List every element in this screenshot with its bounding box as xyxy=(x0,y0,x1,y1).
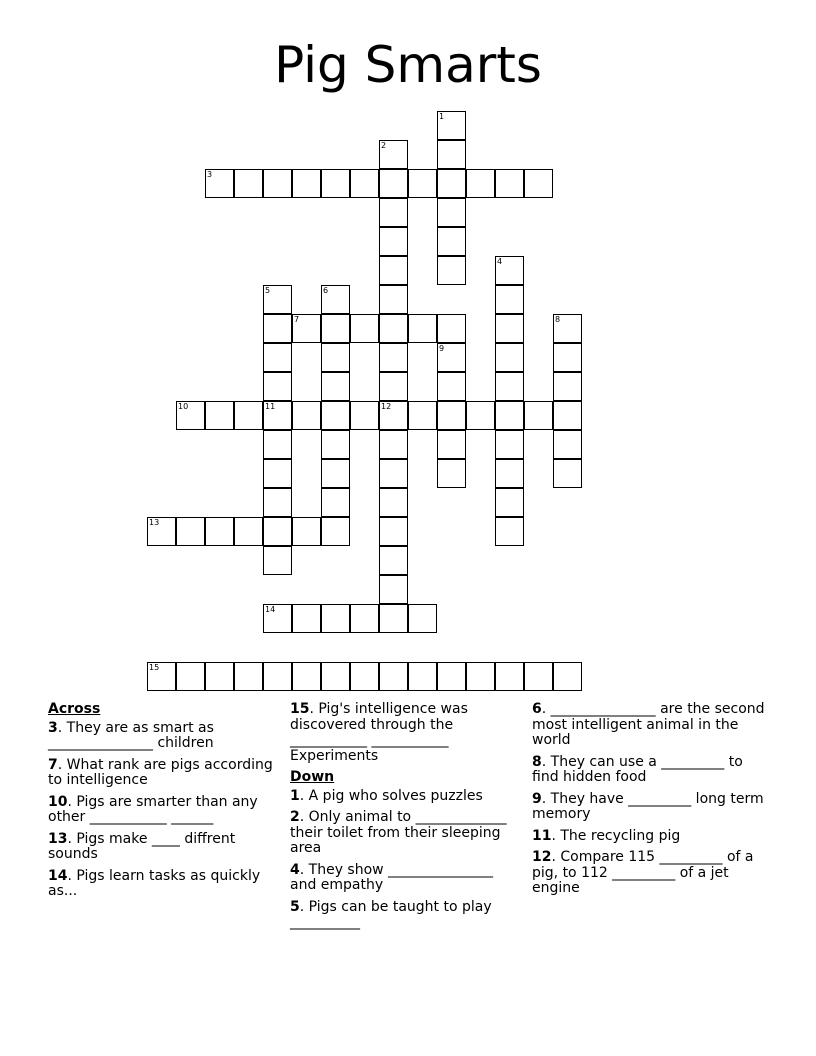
clue-number: 10 xyxy=(48,793,68,810)
grid-cell[interactable] xyxy=(321,517,350,546)
clue-text: . Pigs learn tasks as quickly as... xyxy=(48,867,261,899)
grid-cell[interactable] xyxy=(495,459,524,488)
clue-number: 3 xyxy=(48,719,58,736)
grid-cell[interactable] xyxy=(379,430,408,459)
clue-number: 1 xyxy=(290,787,300,804)
clue-number: 15 xyxy=(290,701,310,717)
cell-number: 6 xyxy=(323,286,329,295)
grid-cell[interactable] xyxy=(437,430,466,459)
clue-7 xyxy=(48,758,278,789)
across-clue-list-continued xyxy=(290,702,522,764)
grid-cell[interactable] xyxy=(379,575,408,604)
grid-cell[interactable] xyxy=(234,169,263,198)
down-heading: Down xyxy=(290,769,335,785)
clue-number: 2 xyxy=(290,809,300,825)
grid-cell[interactable] xyxy=(437,314,466,343)
clue-number: 14 xyxy=(48,867,68,884)
grid-cell[interactable] xyxy=(321,285,350,314)
grid-cell[interactable] xyxy=(524,662,553,691)
clue-text: . A pig who solves puzzles xyxy=(299,787,483,804)
cell-number: 1 xyxy=(439,112,445,121)
grid-cell[interactable] xyxy=(321,459,350,488)
down-clue-list-continued xyxy=(532,702,767,897)
grid-cell[interactable] xyxy=(321,343,350,372)
grid-cell[interactable] xyxy=(205,662,234,691)
grid-cell[interactable] xyxy=(553,314,582,343)
grid-cell[interactable] xyxy=(234,517,263,546)
grid-cell[interactable] xyxy=(437,343,466,372)
grid-cell[interactable] xyxy=(321,604,350,633)
grid-cell[interactable] xyxy=(437,169,466,198)
grid-cell[interactable] xyxy=(379,343,408,372)
cell-number: 3 xyxy=(207,170,213,179)
clue-text: . Only animal to _____________ their toilet from their sleeping area xyxy=(290,809,507,856)
clue-text: . They can use a _________ to find hidden food xyxy=(532,753,743,785)
cell-number: 11 xyxy=(265,402,276,411)
grid-cell[interactable] xyxy=(379,314,408,343)
clue-text: . Pigs make ____ diffrent sounds xyxy=(48,830,236,862)
clue-text: . Pig's intelligence was discovered through the ___________ ___________ Experiments xyxy=(290,701,468,764)
grid-cell[interactable] xyxy=(263,517,292,546)
grid-cell[interactable] xyxy=(176,662,205,691)
grid-cell[interactable] xyxy=(437,227,466,256)
grid-cell[interactable] xyxy=(263,314,292,343)
clue-1 xyxy=(290,789,522,805)
grid-cell[interactable] xyxy=(437,198,466,227)
across-clue-list xyxy=(48,721,278,900)
clue-number: 5 xyxy=(290,898,300,915)
grid-cell[interactable] xyxy=(263,430,292,459)
grid-cell[interactable] xyxy=(263,604,292,633)
grid-cell[interactable] xyxy=(553,662,582,691)
clue-11 xyxy=(532,829,767,845)
grid-cell[interactable] xyxy=(176,401,205,430)
grid-cell[interactable] xyxy=(495,285,524,314)
clue-number: 9 xyxy=(532,790,542,807)
grid-cell[interactable] xyxy=(437,140,466,169)
grid-cell[interactable] xyxy=(263,546,292,575)
grid-cell[interactable] xyxy=(437,111,466,140)
clue-4 xyxy=(290,863,522,894)
grid-cell[interactable] xyxy=(292,604,321,633)
grid-cell[interactable] xyxy=(234,401,263,430)
grid-cell[interactable] xyxy=(321,169,350,198)
clue-column-3 xyxy=(532,702,767,903)
grid-cell[interactable] xyxy=(205,401,234,430)
cell-number: 9 xyxy=(439,344,445,353)
clue-text: . Compare 115 _________ of a pig, to 112 _________ of a jet engine xyxy=(532,849,754,896)
grid-cell[interactable] xyxy=(350,401,379,430)
clue-number: 6 xyxy=(532,701,542,717)
clue-text: . Pigs can be taught to play __________ xyxy=(290,898,492,930)
puzzle-title: Pig Smarts xyxy=(274,36,542,94)
clue-number: 4 xyxy=(290,861,300,878)
grid-cell[interactable] xyxy=(437,459,466,488)
grid-cell[interactable] xyxy=(263,343,292,372)
clue-6 xyxy=(532,702,767,749)
grid-cell[interactable] xyxy=(147,517,176,546)
grid-cell[interactable] xyxy=(379,169,408,198)
grid-cell[interactable] xyxy=(495,343,524,372)
cell-number: 2 xyxy=(381,141,387,150)
grid-cell[interactable] xyxy=(379,198,408,227)
grid-cell[interactable] xyxy=(205,517,234,546)
grid-cell[interactable] xyxy=(263,401,292,430)
grid-cell[interactable] xyxy=(553,401,582,430)
grid-cell[interactable] xyxy=(379,546,408,575)
grid-cell[interactable] xyxy=(437,401,466,430)
clue-column-1 xyxy=(48,702,278,906)
clue-column-2 xyxy=(290,702,522,937)
grid-cell[interactable] xyxy=(379,604,408,633)
grid-cell[interactable] xyxy=(350,604,379,633)
grid-cell[interactable] xyxy=(379,227,408,256)
grid-cell[interactable] xyxy=(292,662,321,691)
grid-cell[interactable] xyxy=(466,169,495,198)
grid-cell[interactable] xyxy=(553,343,582,372)
grid-cell[interactable] xyxy=(495,169,524,198)
clue-number: 13 xyxy=(48,830,68,847)
grid-cell[interactable] xyxy=(379,256,408,285)
grid-cell[interactable] xyxy=(466,662,495,691)
grid-cell[interactable] xyxy=(321,372,350,401)
clue-text: . _______________ are the second most intelligent animal in the world xyxy=(532,701,765,748)
grid-cell[interactable] xyxy=(321,662,350,691)
clue-3 xyxy=(48,721,278,752)
down-clue-list xyxy=(290,789,522,931)
grid-cell[interactable] xyxy=(495,256,524,285)
grid-cell[interactable] xyxy=(553,459,582,488)
grid-cell[interactable] xyxy=(379,140,408,169)
across-heading: Across xyxy=(48,701,101,717)
grid-cell[interactable] xyxy=(263,488,292,517)
clue-8 xyxy=(532,755,767,786)
grid-cell[interactable] xyxy=(176,517,205,546)
grid-cell[interactable] xyxy=(466,401,495,430)
grid-cell[interactable] xyxy=(437,256,466,285)
grid-cell[interactable] xyxy=(495,488,524,517)
grid-cell[interactable] xyxy=(350,662,379,691)
grid-cell[interactable] xyxy=(263,285,292,314)
grid-cell[interactable] xyxy=(350,314,379,343)
grid-cell[interactable] xyxy=(495,662,524,691)
cell-number: 13 xyxy=(149,518,160,527)
grid-cell[interactable] xyxy=(263,662,292,691)
grid-cell[interactable] xyxy=(553,372,582,401)
grid-cell[interactable] xyxy=(379,459,408,488)
grid-cell[interactable] xyxy=(379,372,408,401)
grid-cell[interactable] xyxy=(234,662,263,691)
cell-number: 12 xyxy=(381,402,392,411)
grid-cell[interactable] xyxy=(321,401,350,430)
grid-cell[interactable] xyxy=(292,401,321,430)
grid-cell[interactable] xyxy=(379,401,408,430)
cell-number: 10 xyxy=(178,402,189,411)
grid-cell[interactable] xyxy=(437,662,466,691)
clue-text: . What rank are pigs according to intelligence xyxy=(48,756,273,788)
grid-cell[interactable] xyxy=(495,314,524,343)
clue-14 xyxy=(48,869,278,900)
grid-cell[interactable] xyxy=(524,169,553,198)
cell-number: 15 xyxy=(149,663,160,672)
clue-text: . The recycling pig xyxy=(551,827,681,844)
cell-number: 14 xyxy=(265,605,276,614)
grid-cell[interactable] xyxy=(553,430,582,459)
grid-cell[interactable] xyxy=(350,169,379,198)
clue-2 xyxy=(290,810,522,857)
grid-cell[interactable] xyxy=(379,285,408,314)
grid-cell[interactable] xyxy=(495,372,524,401)
clue-13 xyxy=(48,832,278,863)
cell-number: 7 xyxy=(294,315,300,324)
grid-cell[interactable] xyxy=(379,517,408,546)
grid-cell[interactable] xyxy=(263,169,292,198)
grid-cell[interactable] xyxy=(321,488,350,517)
grid-cell[interactable] xyxy=(495,401,524,430)
grid-cell[interactable] xyxy=(263,459,292,488)
cell-number: 8 xyxy=(555,315,561,324)
grid-cell[interactable] xyxy=(379,488,408,517)
grid-cell[interactable] xyxy=(408,662,437,691)
grid-cell[interactable] xyxy=(321,314,350,343)
grid-cell[interactable] xyxy=(524,401,553,430)
grid-cell[interactable] xyxy=(408,604,437,633)
grid-cell[interactable] xyxy=(263,372,292,401)
clue-15 xyxy=(290,702,522,764)
cell-number: 4 xyxy=(497,257,503,266)
grid-cell[interactable] xyxy=(495,430,524,459)
grid-cell[interactable] xyxy=(408,401,437,430)
grid-cell[interactable] xyxy=(379,662,408,691)
clue-number: 11 xyxy=(532,827,552,844)
clue-text: . They show _______________ and empathy xyxy=(290,861,494,893)
clue-9 xyxy=(532,792,767,823)
grid-cell[interactable] xyxy=(292,517,321,546)
grid-cell[interactable] xyxy=(205,169,234,198)
cell-number: 5 xyxy=(265,286,271,295)
grid-cell[interactable] xyxy=(437,372,466,401)
clue-text: . They have _________ long term memory xyxy=(532,790,764,822)
grid-cell[interactable] xyxy=(495,517,524,546)
clue-number: 7 xyxy=(48,756,58,773)
grid-cell[interactable] xyxy=(321,430,350,459)
grid-cell[interactable] xyxy=(292,314,321,343)
grid-cell[interactable] xyxy=(147,662,176,691)
clue-text: . They are as smart as _______________ children xyxy=(48,719,214,751)
clue-10 xyxy=(48,795,278,826)
clue-12 xyxy=(532,850,767,897)
clue-5 xyxy=(290,900,522,931)
grid-cell[interactable] xyxy=(408,314,437,343)
clue-number: 8 xyxy=(532,753,542,770)
clue-number: 12 xyxy=(532,849,552,865)
grid-cell[interactable] xyxy=(292,169,321,198)
clue-text: . Pigs are smarter than any other ___________ ______ xyxy=(48,793,258,825)
grid-cell[interactable] xyxy=(408,169,437,198)
